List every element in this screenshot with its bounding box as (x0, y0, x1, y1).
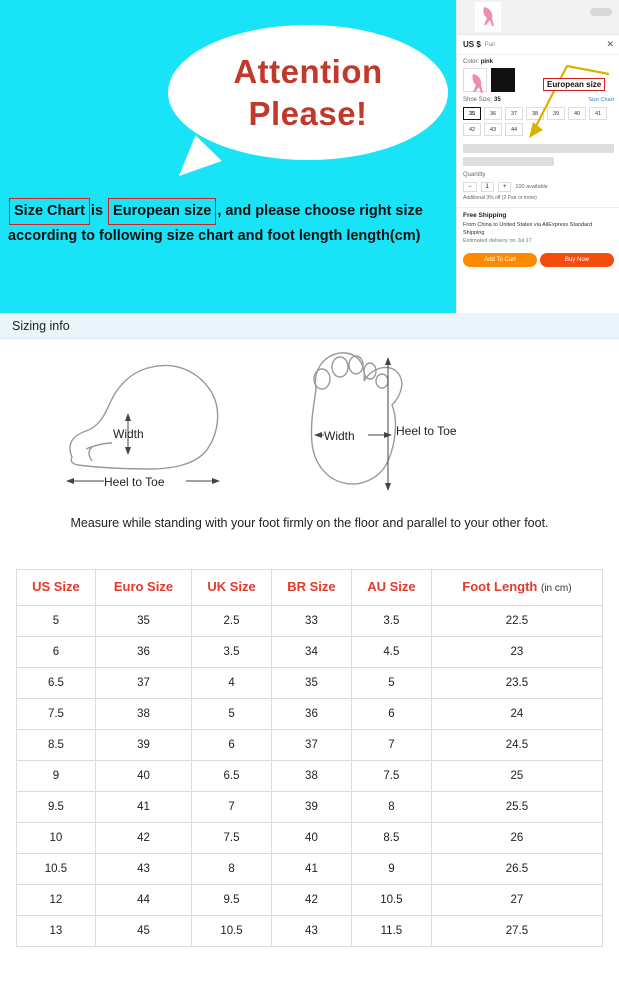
cell-us: 6.5 (17, 667, 96, 698)
cell-us: 7.5 (17, 698, 96, 729)
cell-foot-length: 25 (431, 760, 602, 791)
size-chart-table-wrap (0, 569, 619, 947)
cell-foot-length: 24 (431, 698, 602, 729)
quantity-input[interactable]: 1 (481, 182, 494, 192)
cell-au: 8 (351, 791, 431, 822)
hero-blurred-badge (590, 8, 612, 16)
cell-br: 43 (271, 915, 351, 946)
shoe-size-value: 35 (494, 97, 501, 103)
size-option[interactable]: 40 (568, 107, 586, 120)
quantity-decrement[interactable]: − (463, 182, 477, 192)
table-row (17, 667, 603, 698)
cell-br: 34 (271, 636, 351, 667)
quantity-label: Quantity (463, 172, 486, 178)
cell-au: 4.5 (351, 636, 431, 667)
european-size-annotation: European size (543, 78, 605, 91)
size-option[interactable]: 42 (463, 123, 481, 136)
shipping-title: Free Shipping (463, 212, 507, 219)
cell-br: 36 (271, 698, 351, 729)
col-au-size: AU Size (351, 570, 431, 606)
cell-uk: 3.5 (192, 636, 272, 667)
blurred-text-bar (463, 157, 554, 166)
quantity-row (457, 182, 619, 195)
foot-diagram-svg (0, 339, 619, 507)
cell-uk: 2.5 (192, 605, 272, 636)
cell-br: 33 (271, 605, 351, 636)
cell-au: 6 (351, 698, 431, 729)
cell-uk: 6 (192, 729, 272, 760)
price-value: US $ (463, 40, 481, 49)
measure-caption: Measure while standing with your foot firmly on the floor and parallel to your other foot. (70, 516, 549, 530)
color-label (463, 59, 614, 65)
table-row (17, 605, 603, 636)
cell-euro: 44 (95, 884, 191, 915)
note-european-size-box: European size (108, 198, 216, 225)
swatch-black[interactable] (491, 68, 515, 92)
sizing-info-header (0, 313, 619, 339)
side-width-label: Width (113, 427, 144, 441)
price-unit: Pair (484, 41, 496, 48)
size-option[interactable]: 39 (547, 107, 565, 120)
cell-foot-length: 26 (431, 822, 602, 853)
cell-euro: 43 (95, 853, 191, 884)
col-us-size: US Size (17, 570, 96, 606)
cell-us: 9 (17, 760, 96, 791)
note-size-chart-box: Size Chart (9, 198, 90, 225)
cell-us: 6 (17, 636, 96, 667)
cell-us: 10.5 (17, 853, 96, 884)
cell-au: 7 (351, 729, 431, 760)
size-option[interactable]: 43 (484, 123, 502, 136)
swatch-pink[interactable] (463, 68, 487, 92)
size-option[interactable]: 44 (505, 123, 523, 136)
size-option[interactable]: 36 (484, 107, 502, 120)
product-page-screenshot (456, 0, 619, 313)
cell-foot-length: 24.5 (431, 729, 602, 760)
size-grid (457, 105, 619, 140)
cell-us: 5 (17, 605, 96, 636)
table-header-row (17, 570, 603, 606)
cell-euro: 42 (95, 822, 191, 853)
table-row (17, 822, 603, 853)
color-value: pink (480, 59, 494, 65)
col-foot-length (431, 570, 602, 606)
table-body (17, 605, 603, 946)
cell-euro: 40 (95, 760, 191, 791)
note-is: is (90, 203, 104, 219)
cell-au: 5 (351, 667, 431, 698)
table-row (17, 636, 603, 667)
cell-euro: 38 (95, 698, 191, 729)
cell-au: 8.5 (351, 822, 431, 853)
col-foot-length-unit: (in cm) (541, 583, 572, 594)
cell-br: 41 (271, 853, 351, 884)
cell-foot-length: 22.5 (431, 605, 602, 636)
cell-br: 42 (271, 884, 351, 915)
buy-now-button[interactable]: Buy Now (540, 253, 614, 267)
foot-measure-diagram (0, 339, 619, 539)
cell-euro: 37 (95, 667, 191, 698)
shoe-size-label: Shoe Size: (463, 97, 493, 103)
attention-banner (0, 0, 619, 313)
product-hero (457, 0, 619, 35)
note-line-2: according to following size chart and foot length length(cm) (8, 228, 421, 245)
cell-foot-length: 27.5 (431, 915, 602, 946)
cell-br: 38 (271, 760, 351, 791)
shipping-section (457, 207, 619, 249)
table-row (17, 853, 603, 884)
cell-au: 10.5 (351, 884, 431, 915)
cell-br: 35 (271, 667, 351, 698)
table-row (17, 884, 603, 915)
col-foot-length-label: Foot Length (462, 579, 538, 594)
table-row (17, 729, 603, 760)
cell-au: 9 (351, 853, 431, 884)
cell-uk: 9.5 (192, 884, 272, 915)
table-row (17, 760, 603, 791)
size-option[interactable]: 35 (463, 107, 481, 120)
color-label-text: Color: (463, 59, 480, 65)
col-br-size: BR Size (271, 570, 351, 606)
close-icon[interactable]: ✕ (606, 39, 614, 49)
size-option[interactable]: 38 (526, 107, 544, 120)
table-row (17, 791, 603, 822)
cell-foot-length: 26.5 (431, 853, 602, 884)
cell-br: 40 (271, 822, 351, 853)
table-row (17, 915, 603, 946)
size-option[interactable]: 37 (505, 107, 523, 120)
blurred-text-bar (463, 144, 614, 153)
cell-us: 8.5 (17, 729, 96, 760)
cell-uk: 7.5 (192, 822, 272, 853)
table-row (17, 698, 603, 729)
sizing-info-title: Sizing info (12, 318, 70, 333)
col-uk-size: UK Size (192, 570, 272, 606)
cell-uk: 5 (192, 698, 272, 729)
cell-euro: 39 (95, 729, 191, 760)
product-thumbnail (475, 2, 501, 32)
shoe-size-header (457, 94, 619, 105)
cell-foot-length: 23.5 (431, 667, 602, 698)
cell-us: 12 (17, 884, 96, 915)
cell-euro: 36 (95, 636, 191, 667)
cell-au: 11.5 (351, 915, 431, 946)
speech-bubble (168, 25, 448, 160)
cell-au: 3.5 (351, 605, 431, 636)
cell-br: 37 (271, 729, 351, 760)
cell-foot-length: 25.5 (431, 791, 602, 822)
cell-us: 13 (17, 915, 96, 946)
cell-au: 7.5 (351, 760, 431, 791)
shipping-eta: Estimated delivery on Jul 17 (463, 238, 532, 245)
side-heel-to-toe-label: Heel to Toe (104, 475, 165, 489)
shipping-from: From China to United States via AliExpress Standard Shipping (463, 221, 593, 236)
price-row (457, 35, 619, 55)
cell-uk: 10.5 (192, 915, 272, 946)
cell-euro: 35 (95, 605, 191, 636)
bubble-line-1: Attention (233, 53, 383, 91)
cell-euro: 45 (95, 915, 191, 946)
cell-us: 9.5 (17, 791, 96, 822)
cell-euro: 41 (95, 791, 191, 822)
quantity-increment[interactable]: + (498, 182, 512, 192)
size-chart-table (16, 569, 603, 947)
cell-uk: 7 (192, 791, 272, 822)
high-heel-icon (470, 73, 486, 95)
cell-foot-length: 27 (431, 884, 602, 915)
cell-us: 10 (17, 822, 96, 853)
cell-uk: 4 (192, 667, 272, 698)
size-chart-link[interactable]: Size Chart (588, 97, 614, 103)
stock-text: 100 available (515, 184, 548, 190)
high-heel-icon (481, 6, 497, 28)
cta-row (457, 249, 619, 273)
size-option[interactable]: 41 (589, 107, 607, 120)
cell-br: 39 (271, 791, 351, 822)
top-heel-to-toe-label: Heel to Toe (396, 424, 457, 438)
note-tail: , and please choose right size (217, 203, 423, 219)
cell-uk: 6.5 (192, 760, 272, 791)
promo-text: Additional 3% off (2 Pair or more) (463, 195, 537, 201)
cell-uk: 8 (192, 853, 272, 884)
cell-foot-length: 23 (431, 636, 602, 667)
banner-note (8, 198, 456, 248)
add-to-cart-button[interactable]: Add To Cart (463, 253, 537, 267)
col-euro-size: Euro Size (95, 570, 191, 606)
top-width-label: Width (324, 429, 355, 443)
bubble-line-2: Please! (248, 94, 368, 132)
